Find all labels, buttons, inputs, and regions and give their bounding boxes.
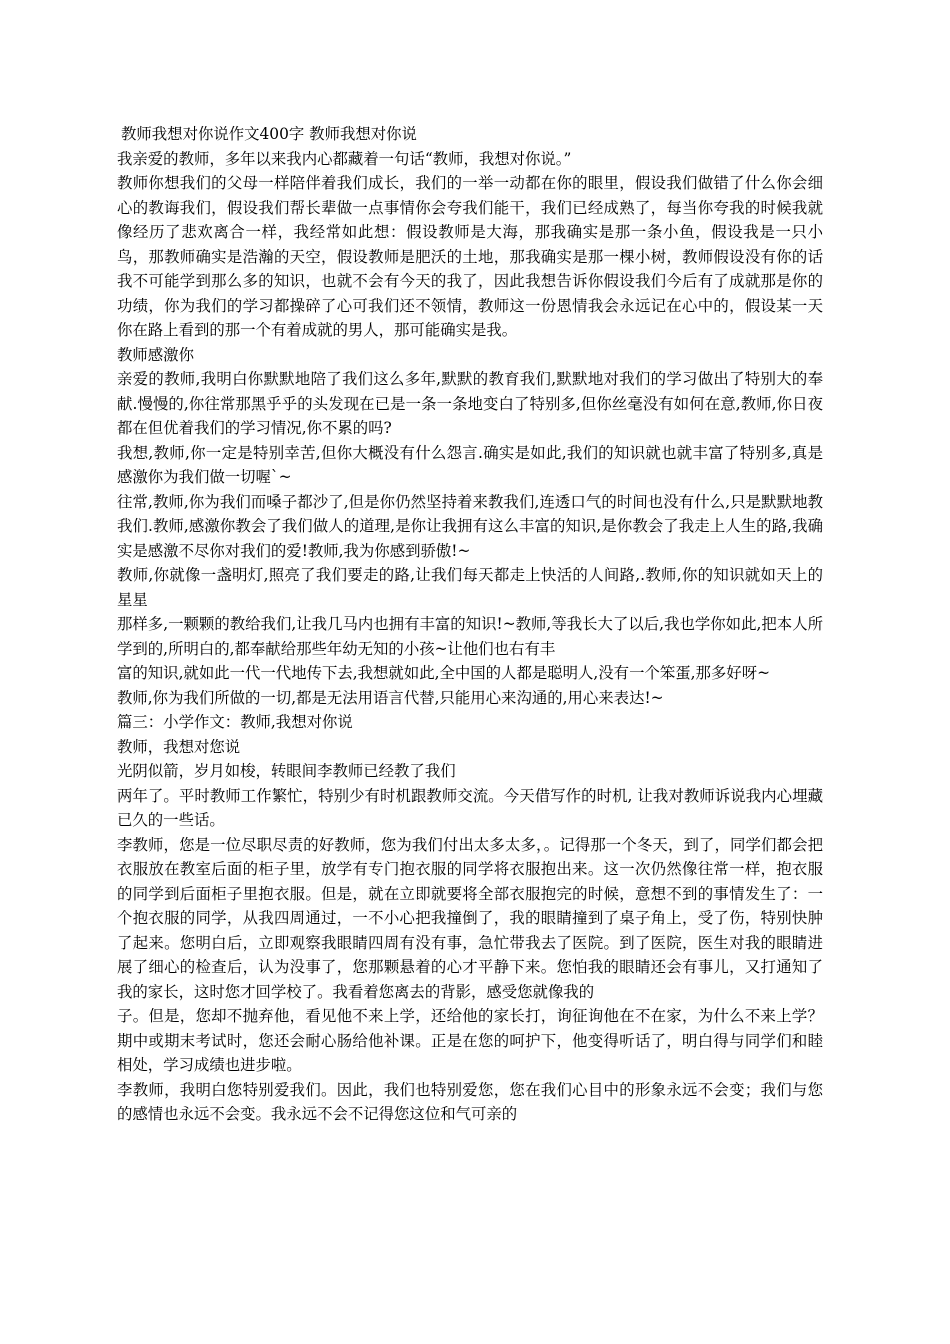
paragraph: 子。但是，您却不抛弃他，看见他不来上学，还给他的家长打，询征询他在不在家，为什么不来上学？期中或期末考试时，您还会耐心肠给他补课。正是在您的呵护下，他变得听话了，明白得与同学们和睦相处，学习成绩也进步啦。 <box>117 1007 823 1074</box>
paragraph: 李教师，您是一位尽职尽责的好教师，您为我们付出太多太多，。记得那一个冬天，到了，同学们都会把衣服放在教室后面的柜子里，放学有专门抱衣服的同学将衣服抱出来。这一次仍然像往常一样，抱衣服的同学到后面柜子里抱衣服。但是，就在立即就要将全部衣服抱完的时候，意想不到的事情发生了：一个抱衣服的同学，从我四周通过，一不小心把我撞倒了，我的眼睛撞到了桌子角上，受了伤，特别快肿了起来。您明白后，立即观察我眼睛四周有没有事，急忙带我去了医院。到了医院，医生对我的眼睛进展了细心的检查后，认为没事了，您那颗悬着的心才平静下来。您怕我的眼睛还会有事儿，又打通知了我的家长，这时您才回学校了。我看着您离去的背影，感受您就像我的 <box>117 835 823 1001</box>
article-title: 教师我想对你说作文400字 教师我想对你说 <box>121 125 417 143</box>
paragraph: 那样多,一颗颗的教给我们,让我几马内也拥有丰富的知识!~教师,等我长大了以后,我也学你如此,把本人所学到的,所明白的,都奉献给那些年幼无知的小孩~让他们也右有丰 <box>117 615 823 658</box>
paragraph: 李教师，我明白您特别爱我们。因此，我们也特别爱您，您在我们心目中的形象永远不会变；我们与您的感情也永远不会变。我永远不会不记得您这位和气可亲的 <box>117 1080 823 1123</box>
section-heading: 篇三：小学作文：教师,我想对你说 <box>117 713 353 731</box>
paragraph: 我想,教师,你一定是特别幸苦,但你大概没有什么怨言.确实是如此,我们的知识就也就丰富了特别多,真是感激你为我们做一切喔`~ <box>117 443 823 486</box>
paragraph: 光阴似箭，岁月如梭，转眼间李教师已经教了我们 <box>117 762 456 780</box>
paragraph: 教师,你就像一盏明灯,照亮了我们要走的路,让我们每天都走上快活的人间路,.教师,你的知识就如天上的星星 <box>117 566 823 609</box>
section-subheading: 教师，我想对您说 <box>117 737 241 756</box>
paragraph: 往常,教师,你为我们而嗓子都沙了,但是你仍然坚持着来教我们,连透口气的时间也没有什么,只是默默地教我们.教师,感激你教会了我们做人的道理,是你让我拥有这么丰富的知识,是你教会了我走上人生的路,我确实是感激不尽你对我们的爱!教师,我为你感到骄傲!~ <box>117 492 823 560</box>
paragraph: 教师,你为我们所做的一切,都是无法用语言代替,只能用心来沟通的,用心来表达!~ <box>117 688 664 707</box>
paragraph: 教师你想我们的父母一样陪伴着我们成长，我们的一举一动都在你的眼里，假设我们做错了什么你会细心的教诲我们，假设我们帮长辈做一点事情你会夸我们能干，我们已经成熟了，每当你夸我的时候我就像经历了悲欢离合一样，我经常如此想：假设教师是大海，那我确实是那一条小鱼，假设我是一只小鸟，那教师确实是浩瀚的天空，假设教师是肥沃的土地，那我确实是那一棵小树，教师假设没有你的话我不可能学到那么多的知识，也就不会有今天的我了，因此我想告诉你假设我们今后有了成就那是你的功绩，你为我们的学习都操碎了心可我们还不领情，教师这一份恩情我会永远记在心中的，假设某一天你在路上看到的那一个有着成就的男人，那可能确实是我。 <box>117 174 823 339</box>
section-heading: 教师感激你 <box>117 345 194 364</box>
paragraph: 富的知识,就如此一代一代地传下去,我想就如此,全中国的人都是聪明人,没有一个笨蛋,那多好呀~ <box>117 664 770 682</box>
document-body <box>117 122 823 1127</box>
paragraph: 我亲爱的教师，多年以来我内心都藏着一句话“教师，我想对你说。” <box>117 149 572 168</box>
paragraph: 亲爱的教师,我明白你默默地陪了我们这么多年,默默的教育我们,默默地对我们的学习做出了特别大的奉献.慢慢的,你往常那黑乎乎的头发现在已是一条一条地变白了特别多,但你丝毫没有如何在意,教师,你日夜都在但优着我们的学习情况,你不累的吗? <box>117 370 823 437</box>
paragraph: 两年了。平时教师工作繁忙，特别少有时机跟教师交流。今天借写作的时机, 让我对教师诉说我内心埋藏已久的一些话。 <box>117 786 823 829</box>
